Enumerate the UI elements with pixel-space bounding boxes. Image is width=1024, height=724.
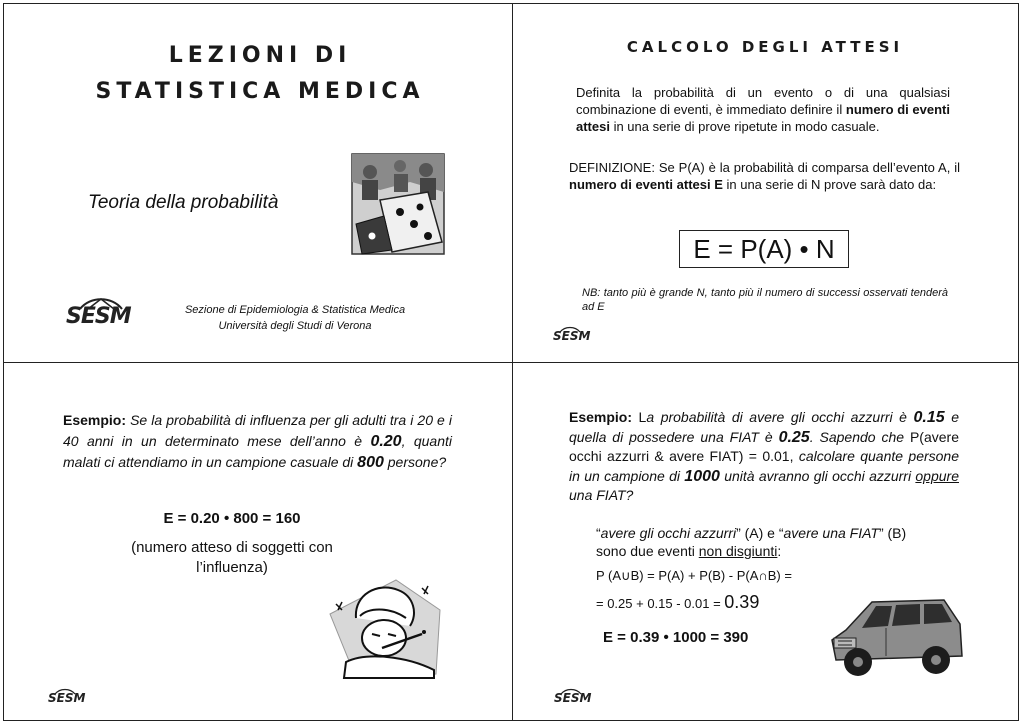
logo-text: SESM <box>48 691 86 705</box>
ex-text-c: persone? <box>383 454 447 470</box>
slide4-example <box>569 408 959 506</box>
example-label: Esempio: <box>63 412 127 428</box>
el2c: : <box>777 543 782 559</box>
def-bold: numero di eventi attesi E <box>569 177 723 192</box>
dice-illustration <box>350 152 446 256</box>
ex4-t3: e quella di possedere una FIAT è <box>569 409 959 445</box>
affiliation-line1: Sezione di Epidemiologia & Statistica Medica <box>184 304 406 316</box>
el2a: sono due eventi <box>596 543 699 559</box>
slide3-example <box>63 410 452 473</box>
event-b: avere una FIAT <box>783 525 879 541</box>
logo-text: SESM <box>66 304 131 329</box>
car-illustration <box>826 590 966 684</box>
slide1-title-line1: LEZIONI DI <box>168 43 352 68</box>
el2b: non disgiunti <box>698 543 778 559</box>
ex4-t1: L <box>632 409 647 425</box>
expected-formula-box: E = P(A) • N <box>679 230 849 268</box>
prob-fiat: 0.25 <box>778 428 810 446</box>
union-result-value: 0.39 <box>724 592 760 612</box>
q3: ” (B) <box>878 525 907 541</box>
ex4-t7: unità avranno gli occhi azzurri <box>719 467 916 484</box>
union-formula: P (A∪B) = P(A) + P(B) - P(A∩B) = <box>596 568 792 583</box>
sesm-logo-small <box>48 688 84 704</box>
slide2-title: CALCOLO DEGLI ATTESI <box>626 38 904 56</box>
q1: “ <box>596 525 601 541</box>
ex4-oppure: oppure <box>915 467 959 484</box>
intro-text-c: in una serie di prove ripetute in modo casuale. <box>609 119 880 134</box>
slide1-title-line2: STATISTICA MEDICA <box>95 79 425 104</box>
def-text-c: in una serie di N prove sarà dato da: <box>722 177 937 192</box>
ex-text-b: , quanti malati ci attendiamo in un campione casuale di <box>63 433 452 470</box>
union-result <box>596 592 759 613</box>
ex4-t4: . Sapendo che <box>809 428 910 445</box>
slide1-affiliation <box>180 302 410 334</box>
prob-value: 0.20 <box>370 433 402 450</box>
events-line1 <box>596 524 936 542</box>
sesm-logo-large <box>66 296 136 332</box>
slide3-calculation: E = 0.20 • 800 = 160 <box>163 510 301 527</box>
ex4-t8: una FIAT? <box>569 487 634 503</box>
slide4-events <box>596 524 936 560</box>
union-result-a: = 0.25 + 0.15 - 0.01 = <box>596 596 725 611</box>
affiliation-line2: Università degli Studi di Verona <box>218 320 372 332</box>
events-line2 <box>596 542 936 560</box>
q2: ” (A) e “ <box>736 525 784 541</box>
ex-text-a: Se la probabilità di influenza per gli adulti tra i 20 e i 40 anni in un determinato mese dell’anno è <box>63 412 452 449</box>
prob-eyes: 0.15 <box>913 409 945 426</box>
example-label: Esempio: <box>569 409 633 425</box>
logo-text: SESM <box>554 691 592 705</box>
ex4-t6: calcolare quante persone in un campione di <box>569 448 960 484</box>
sample-size: 800 <box>357 454 384 471</box>
ex4-t5: P(avere occhi azzurri & avere FIAT) = 0.01, <box>569 428 959 464</box>
slide2-definition <box>569 159 960 193</box>
slide2-intro <box>576 84 950 135</box>
sesm-logo-small <box>553 326 589 342</box>
sick-person-illustration <box>326 574 446 682</box>
slide1-subtitle: Teoria della probabilità <box>88 192 279 213</box>
def-text-a: DEFINIZIONE: Se P(A) è la probabilità di comparsa dell’evento A, il <box>569 160 960 175</box>
slide3-note: (numero atteso di soggetti con l’influenza) <box>131 539 333 576</box>
slide2-nb: NB: tanto più è grande N, tanto più il numero di successi osservati tenderà ad E <box>582 287 948 313</box>
slide1-title <box>20 38 500 110</box>
intro-bold: numero di eventi attesi <box>576 102 950 134</box>
event-a: avere gli occhi azzurri <box>600 525 737 541</box>
logo-text: SESM <box>553 329 591 343</box>
horizontal-divider <box>3 362 1019 363</box>
sample-size: 1000 <box>684 467 720 485</box>
sesm-logo-small <box>554 688 590 704</box>
slide4-result: E = 0.39 • 1000 = 390 <box>603 629 749 646</box>
intro-text-a: Definita la probabilità di un evento o di una qualsiasi combinazione di eventi, è immediato definire il <box>576 85 950 117</box>
ex4-t2: a probabilità di avere gli occhi azzurri è <box>646 409 914 425</box>
